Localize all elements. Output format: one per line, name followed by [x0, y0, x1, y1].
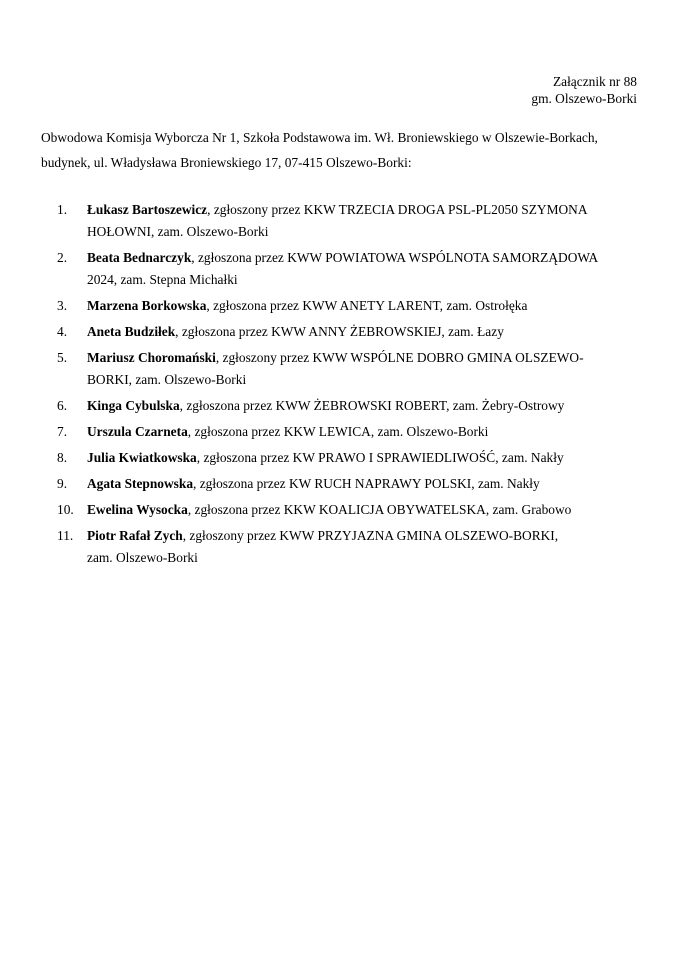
item-line-2: zam. Olszewo-Borki	[87, 550, 198, 565]
item-body	[87, 199, 641, 243]
item-line-1	[87, 447, 641, 469]
item-number-text: 1.	[57, 202, 68, 217]
item-number-text: 8.	[57, 450, 68, 465]
item-line-2: BORKI, zam. Olszewo-Borki	[87, 372, 247, 387]
member-details: , zgłoszona przez KWW POWIATOWA WSPÓLNOTA SAMORZĄDOWA	[191, 250, 599, 265]
commission-line-1: Obwodowa Komisja Wyborcza Nr 1, Szkoła Podstawowa im. Wł. Broniewskiego w Olszewie-Borkach,	[41, 130, 598, 145]
member-name: Kinga Cybulska	[87, 398, 180, 413]
item-line-1	[87, 321, 641, 343]
item-body	[87, 395, 641, 417]
item-number-text: 9.	[57, 476, 68, 491]
member-name: Julia Kwiatkowska	[87, 450, 197, 465]
member-name: Urszula Czarneta	[87, 424, 188, 439]
item-line-1	[87, 295, 641, 317]
item-number	[41, 447, 87, 469]
list-item	[41, 321, 641, 343]
item-number	[41, 473, 87, 495]
annex-number: Załącznik nr 88	[552, 74, 637, 89]
member-details: , zgłoszony przez KKW TRZECIA DROGA PSL-PL2050 SZYMONA	[207, 202, 588, 217]
item-number-text: 10.	[57, 502, 74, 517]
item-number	[41, 421, 87, 443]
members-list	[41, 199, 641, 573]
item-number-text: 3.	[57, 298, 68, 313]
item-number	[41, 199, 87, 221]
item-body	[87, 347, 641, 391]
item-line-2: HOŁOWNI, zam. Olszewo-Borki	[87, 224, 269, 239]
member-name: Mariusz Choromański	[87, 350, 216, 365]
list-item	[41, 421, 641, 443]
member-name: Aneta Budziłek	[87, 324, 176, 339]
member-details: , zgłoszona przez KWW ANNY ŻEBROWSKIEJ, zam. Łazy	[175, 324, 504, 339]
item-body	[87, 499, 641, 521]
item-line-1	[87, 395, 641, 417]
member-details: , zgłoszona przez KKW LEWICA, zam. Olszewo-Borki	[187, 424, 489, 439]
member-details: , zgłoszona przez KWW ANETY LARENT, zam. Ostrołęka	[206, 298, 528, 313]
list-item	[41, 347, 641, 391]
item-body	[87, 421, 641, 443]
item-number	[41, 525, 87, 547]
item-body	[87, 321, 641, 343]
item-number	[41, 347, 87, 369]
item-number-text: 4.	[57, 324, 68, 339]
member-details: , zgłoszona przez KKW KOALICJA OBYWATELSKA, zam. Grabowo	[187, 502, 572, 517]
list-item	[41, 395, 641, 417]
member-details: , zgłoszony przez KWW WSPÓLNE DOBRO GMINA OLSZEWO-	[215, 350, 584, 365]
annex-municipality: gm. Olszewo-Borki	[531, 91, 637, 106]
item-body	[87, 447, 641, 469]
member-name: Beata Bednarczyk	[87, 250, 192, 265]
item-line-1	[87, 473, 641, 495]
item-number-text: 2.	[57, 250, 68, 265]
member-details: , zgłoszony przez KWW PRZYJAZNA GMINA OLSZEWO-BORKI,	[182, 528, 559, 543]
item-line-1	[87, 525, 641, 547]
item-number	[41, 295, 87, 317]
item-number	[41, 395, 87, 417]
item-number-text: 5.	[57, 350, 68, 365]
list-item	[41, 447, 641, 469]
item-line-1	[87, 199, 641, 221]
item-line-1	[87, 347, 641, 369]
list-item	[41, 199, 641, 243]
item-body	[87, 247, 641, 291]
item-line-2: 2024, zam. Stepna Michałki	[87, 272, 238, 287]
member-name: Łukasz Bartoszewicz	[87, 202, 208, 217]
list-item	[41, 247, 641, 291]
commission-line-2: budynek, ul. Władysława Broniewskiego 17, 07-415 Olszewo-Borki:	[41, 155, 412, 170]
member-name: Piotr Rafał Zych	[87, 528, 183, 543]
annex-header	[531, 73, 637, 107]
member-details: , zgłoszona przez KW PRAWO I SPRAWIEDLIWOŚĆ, zam. Nakły	[196, 450, 564, 465]
item-body	[87, 473, 641, 495]
item-body	[87, 295, 641, 317]
item-line-1	[87, 247, 641, 269]
member-name: Marzena Borkowska	[87, 298, 207, 313]
item-line-1	[87, 499, 641, 521]
list-item	[41, 473, 641, 495]
member-details: , zgłoszona przez KWW ŻEBROWSKI ROBERT, zam. Żebry-Ostrowy	[179, 398, 565, 413]
member-details: , zgłoszona przez KW RUCH NAPRAWY POLSKI, zam. Nakły	[193, 476, 540, 491]
commission-description	[41, 125, 641, 175]
list-item	[41, 295, 641, 317]
item-number	[41, 499, 87, 521]
item-number-text: 11.	[57, 528, 74, 543]
item-number-text: 6.	[57, 398, 68, 413]
member-name: Ewelina Wysocka	[87, 502, 188, 517]
item-number	[41, 321, 87, 343]
item-number	[41, 247, 87, 269]
list-item	[41, 525, 641, 569]
item-body	[87, 525, 641, 569]
item-line-1	[87, 421, 641, 443]
list-item	[41, 499, 641, 521]
member-name: Agata Stepnowska	[87, 476, 194, 491]
item-number-text: 7.	[57, 424, 68, 439]
